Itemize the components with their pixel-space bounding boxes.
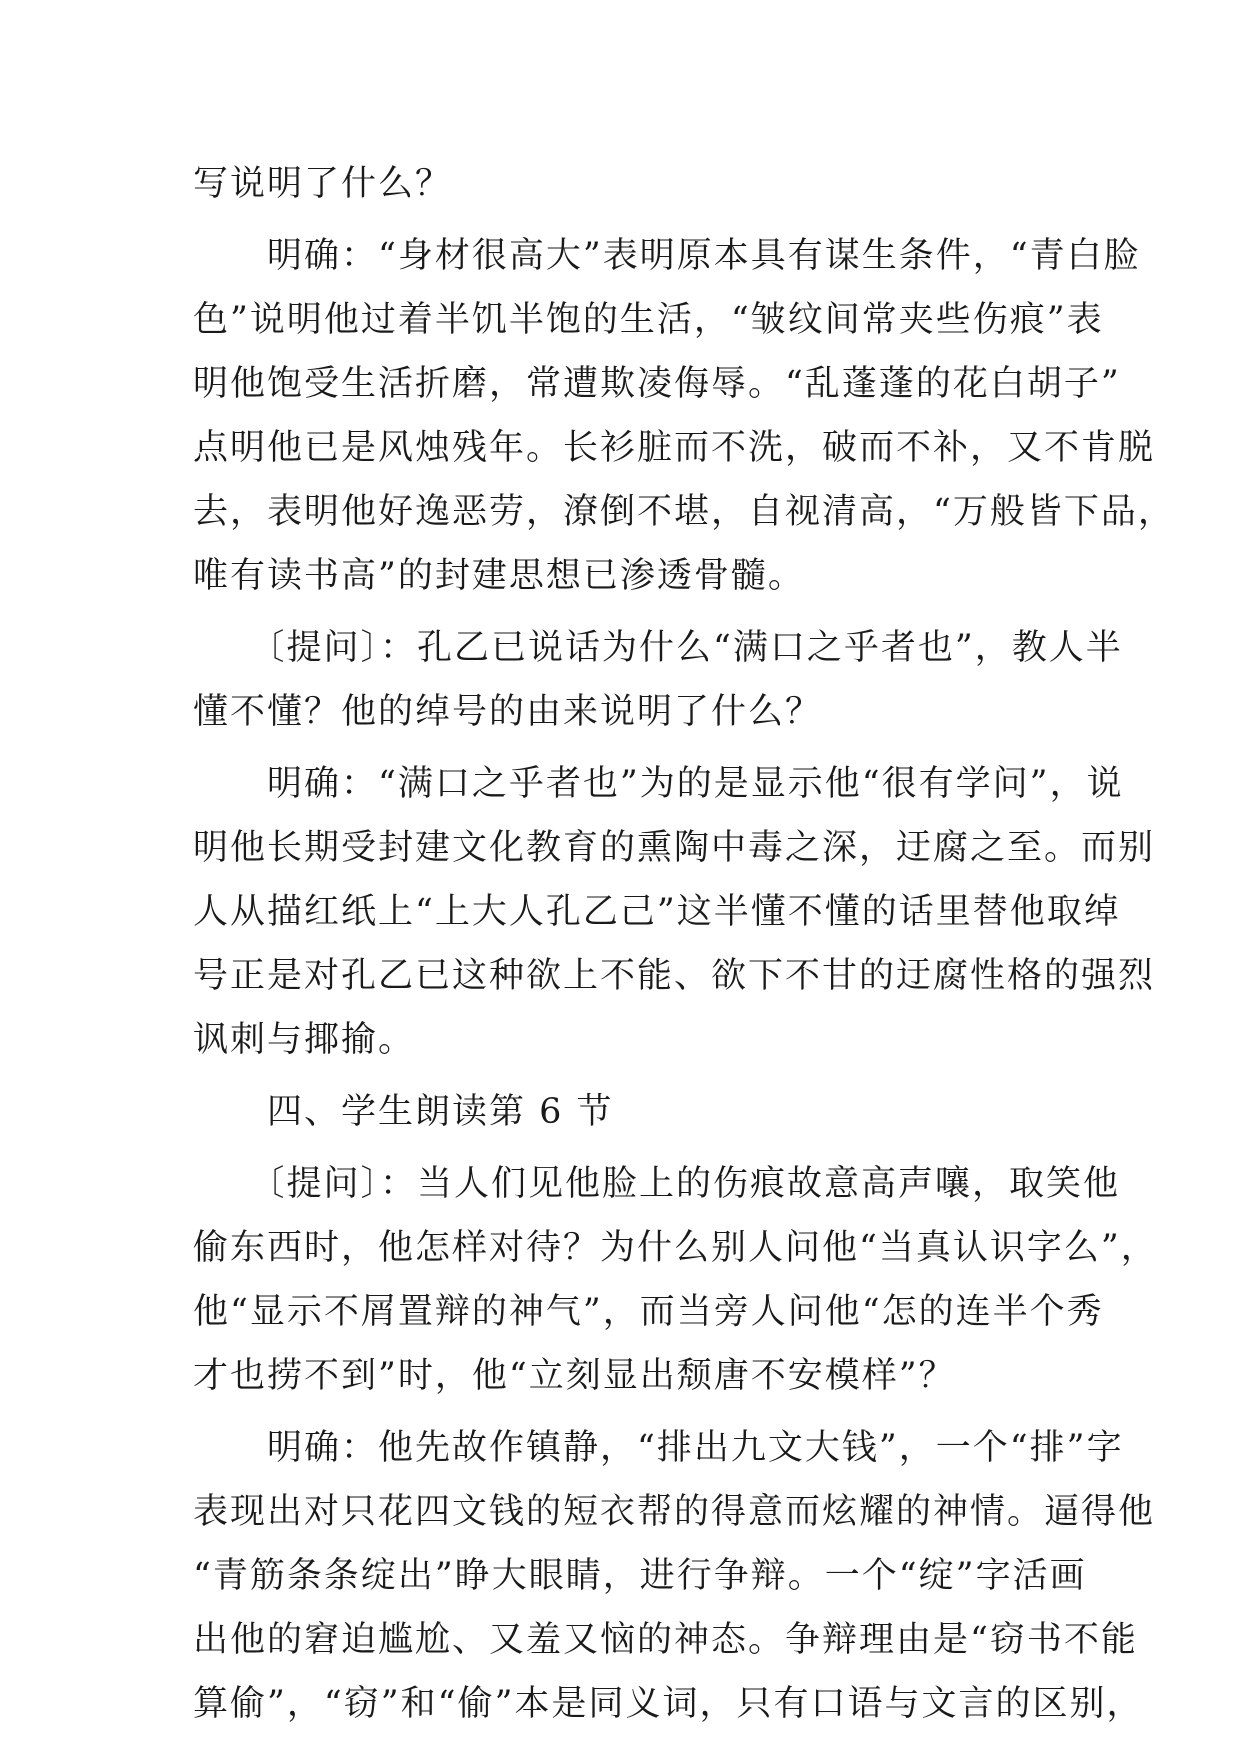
paragraph bbox=[193, 616, 1123, 744]
text-line: 点明他已是风烛残年。长衫脏而不洗，破而不补，又不肯脱 bbox=[193, 428, 1156, 468]
paragraph-gap bbox=[193, 1072, 1067, 1080]
paragraph bbox=[193, 752, 1156, 1072]
text-line: 〔提问〕：当人们见他脸上的伤痕故意高声嚷，取笑他 bbox=[193, 1164, 1121, 1204]
text-line: 讽刺与揶揄。 bbox=[193, 1020, 416, 1060]
text-line: 〔提问〕：孔乙已说话为什么“满口之乎者也”，教人半 bbox=[193, 628, 1123, 668]
paragraph-gap bbox=[193, 1144, 1067, 1152]
text-line: 算偷”，“窃”和“偷”本是同义词，只有口语与文言的区别， bbox=[193, 1684, 1144, 1724]
text-line: 才也捞不到”时，他“立刻显出颓唐不安模样”？ bbox=[193, 1356, 956, 1396]
text-line: 偷东西时，他怎样对待？为什么别人问他“当真认识字么”， bbox=[193, 1228, 1158, 1268]
paragraph bbox=[193, 224, 1175, 608]
text-line: 明确：“满口之乎者也”为的是显示他“很有学问”，说 bbox=[193, 764, 1124, 804]
text-line: 写说明了什么？ bbox=[193, 164, 453, 204]
text-line: 人从描红纸上“上大人孔乙己”这半懂不懂的话里替他取绰 bbox=[193, 892, 1121, 932]
paragraph bbox=[193, 1152, 1158, 1408]
text-line: 他“显示不屑置辩的神气”，而当旁人问他“怎的连半个秀 bbox=[193, 1292, 1104, 1332]
text-line: 明他长期受封建文化教育的熏陶中毒之深，迂腐之至。而别 bbox=[193, 828, 1156, 868]
text-line: 明他饱受生活折磨，常遭欺凌侮辱。“乱蓬蓬的花白胡子” bbox=[193, 364, 1121, 404]
text-line: 出他的窘迫尴尬、又羞又恼的神态。争辩理由是“窃书不能 bbox=[193, 1620, 1138, 1660]
text-line: 懂不懂？他的绰号的由来说明了什么？ bbox=[193, 692, 823, 732]
text-line: 去，表明他好逸恶劳，潦倒不堪，自视清高，“万般皆下品， bbox=[193, 492, 1175, 532]
text-line: 色”说明他过着半饥半饱的生活，“皱纹间常夹些伤痕”表 bbox=[193, 300, 1104, 340]
paragraph-gap bbox=[193, 216, 1067, 224]
paragraph bbox=[193, 1416, 1156, 1736]
document-body bbox=[193, 152, 1175, 1736]
text-line: 明确：“身材很高大”表明原本具有谋生条件，“青白脸 bbox=[193, 236, 1141, 276]
paragraph bbox=[193, 152, 1067, 216]
text-line: 明确：他先故作镇静，“排出九文大钱”，一个“排”字 bbox=[193, 1428, 1124, 1468]
paragraph-gap bbox=[193, 1408, 1067, 1416]
text-line: 表现出对只花四文钱的短衣帮的得意而炫耀的神情。逼得他 bbox=[193, 1492, 1156, 1532]
paragraph-gap bbox=[193, 744, 1067, 752]
text-line: “青筋条条绽出”睁大眼睛，进行争辩。一个“绽”字活画 bbox=[193, 1556, 1087, 1596]
text-line: 号正是对孔乙已这种欲上不能、欲下不甘的迂腐性格的强烈 bbox=[193, 956, 1156, 996]
paragraph-gap bbox=[193, 608, 1067, 616]
paragraph bbox=[193, 1080, 1067, 1144]
text-line: 四、学生朗读第 6 节 bbox=[193, 1092, 614, 1132]
text-line: 唯有读书高”的封建思想已渗透骨髓。 bbox=[193, 556, 805, 596]
